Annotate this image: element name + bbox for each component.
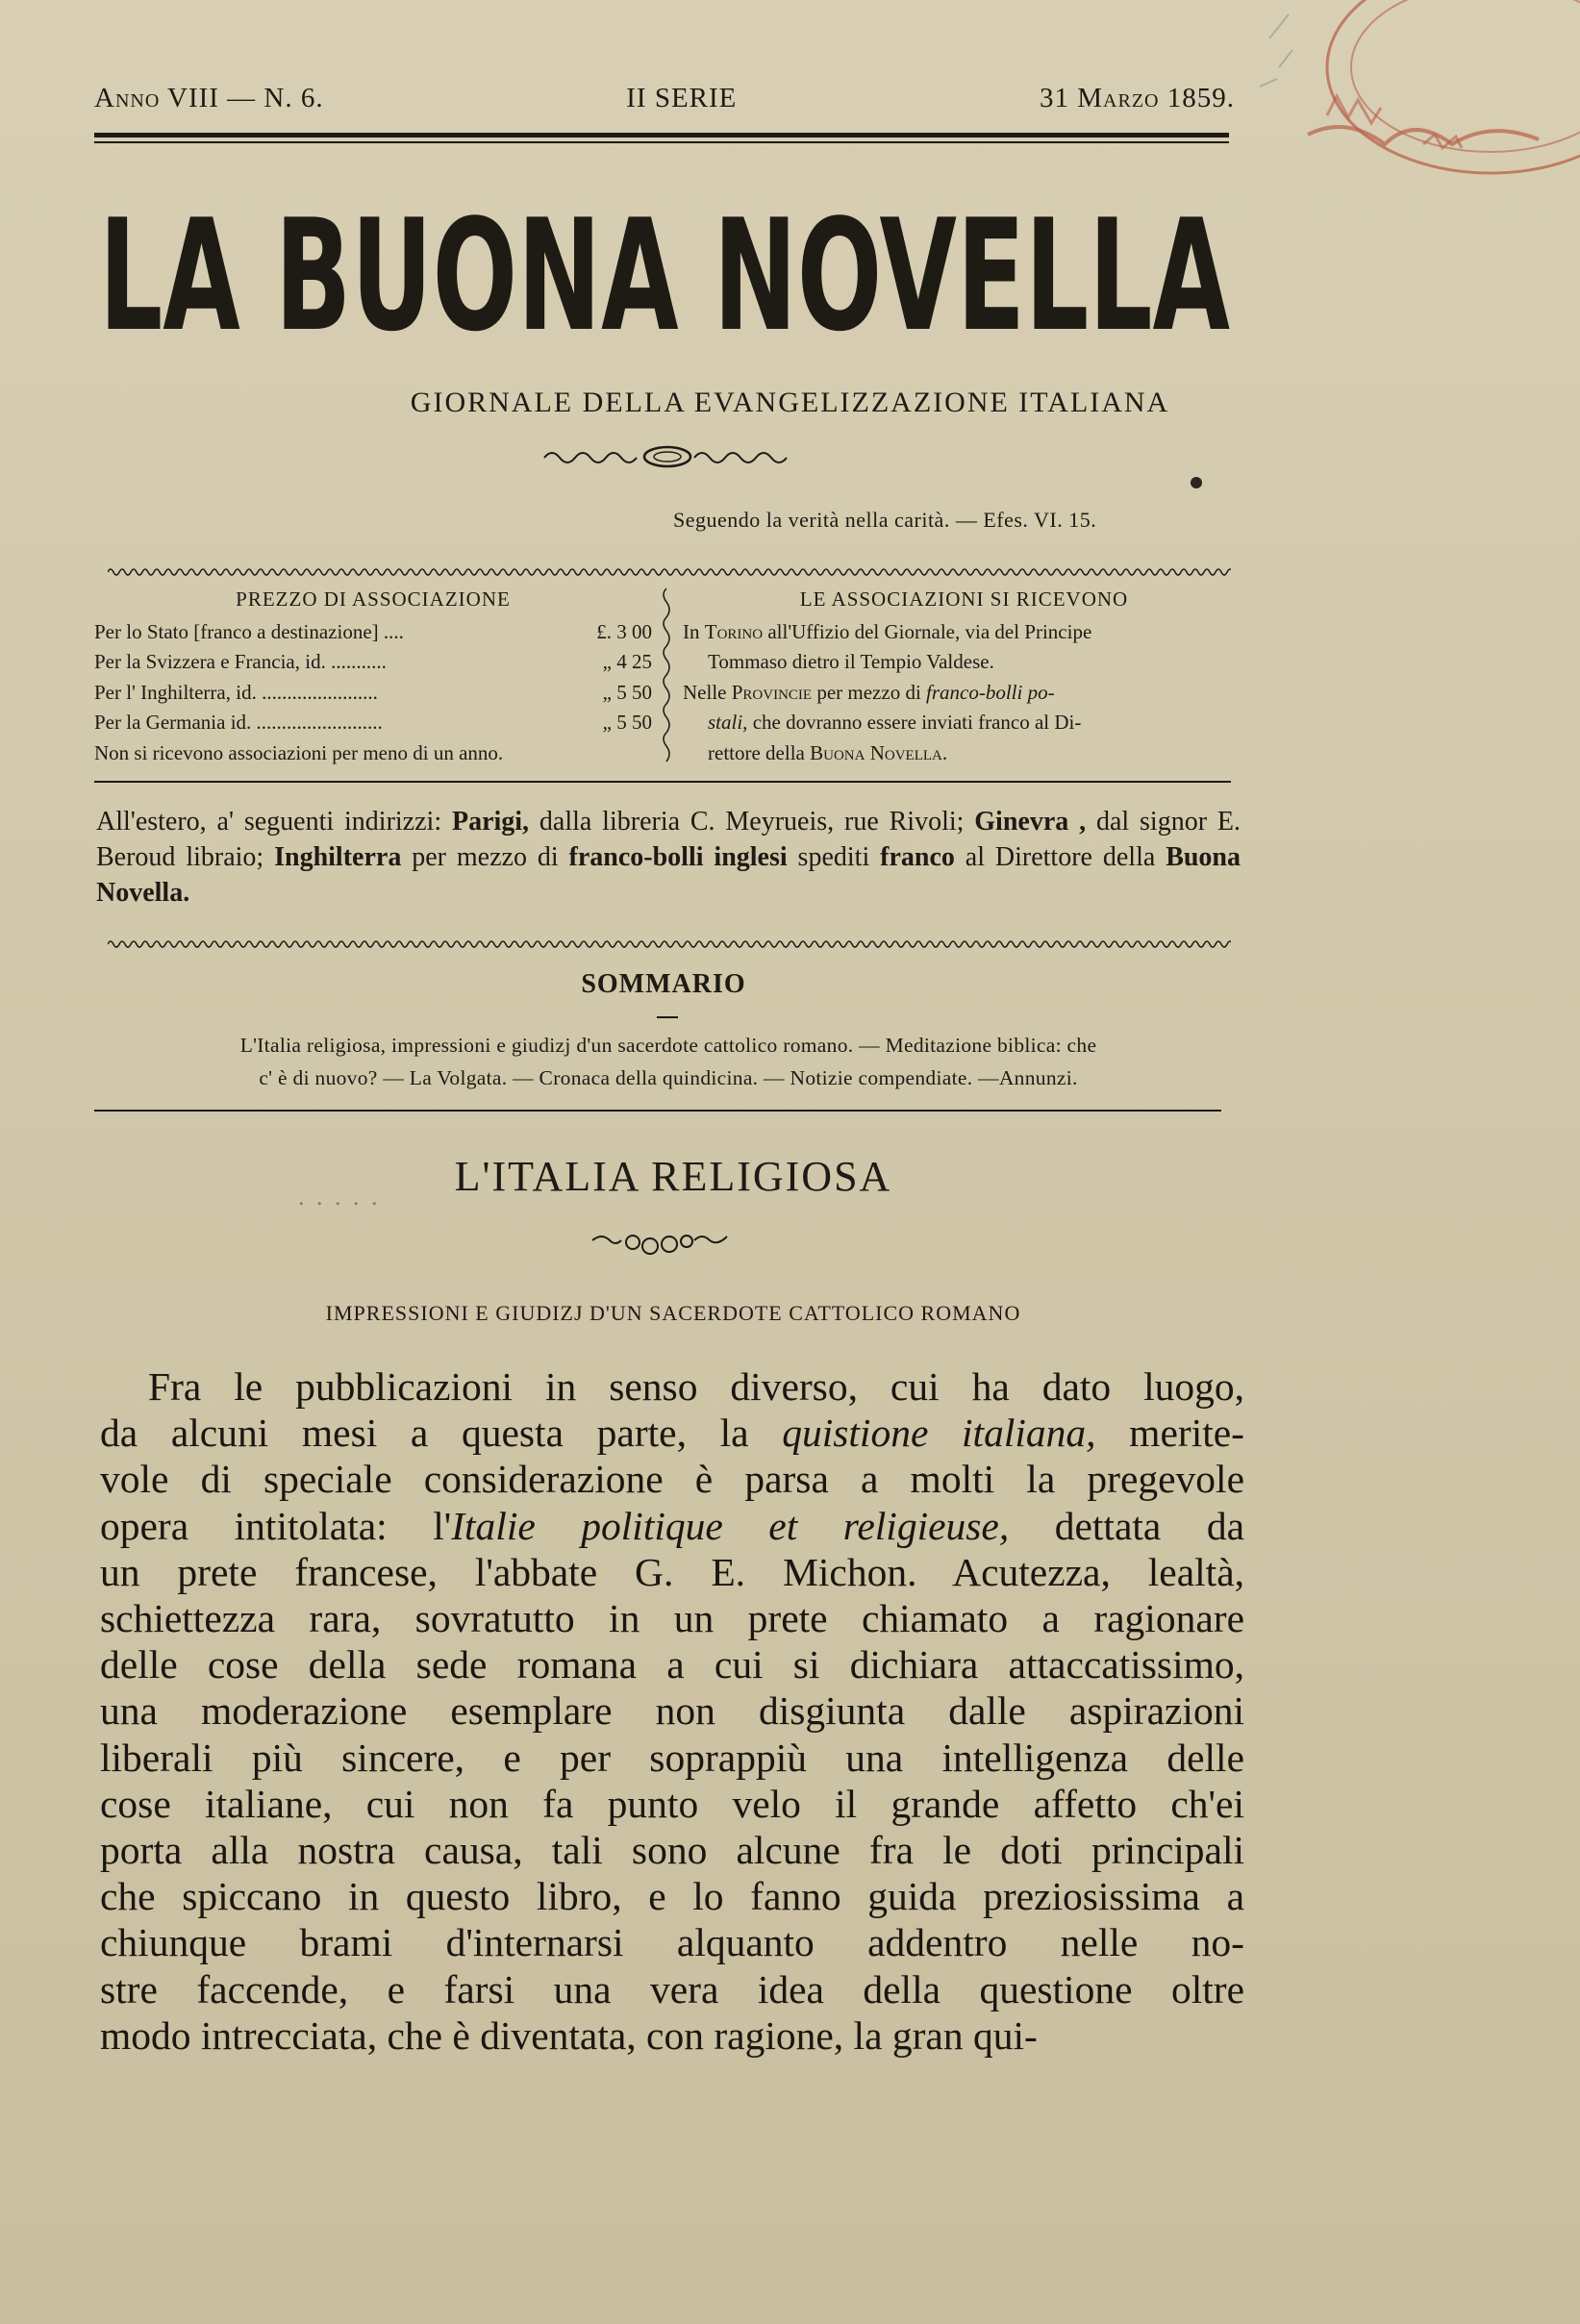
price-row bbox=[94, 678, 652, 709]
article-body bbox=[100, 1363, 1244, 2059]
foreign-subscriptions bbox=[96, 804, 1241, 911]
series-label: II SERIE bbox=[626, 83, 738, 113]
price-amount: £. 3 00 bbox=[596, 619, 652, 643]
wavy-rule-top bbox=[108, 565, 1231, 579]
estero-newspaper-name: Buona Novella. bbox=[96, 842, 1241, 908]
article-line: opera intitolata: l'Italie politique et religieuse, dettata da bbox=[100, 1503, 1244, 1548]
article-line: chiunque brami d'internarsi alquanto addentro nelle no- bbox=[100, 1920, 1244, 1965]
newspaper-subtitle: GIORNALE DELLA EVANGELIZZAZIONE ITALIANA bbox=[410, 387, 1170, 418]
article-line: delle cose della sede romana a cui si dichiara attaccatissimo, bbox=[100, 1642, 1244, 1687]
price-label: Per lo Stato [franco a destinazione] .... bbox=[94, 619, 404, 643]
masthead-title bbox=[94, 183, 1235, 346]
subscription-line-1: In Torino all'Uffizio del Giornale, via del Principe bbox=[683, 619, 1092, 643]
smudge-dots: . . . . . bbox=[298, 1183, 381, 1211]
article-line: che spiccano in questo libro, e lo fanno guida preziosissima a bbox=[100, 1874, 1244, 1919]
article-ornament bbox=[589, 1227, 733, 1262]
price-note: Non si ricevono associazioni per meno di un anno. bbox=[94, 740, 504, 764]
article-line: un prete francese, l'abbate G. E. Michon. Acutezza, lealtà, bbox=[100, 1549, 1244, 1594]
price-amount: „ 5 50 bbox=[602, 711, 652, 735]
motto: Seguendo la verità nella carità. — Efes. VI. 15. bbox=[673, 508, 1097, 532]
article-line: vole di speciale considerazione è parsa a molti la pregevole bbox=[100, 1457, 1244, 1502]
price-label: Per la Svizzera e Francia, id. ........... bbox=[94, 650, 387, 674]
price-list bbox=[94, 617, 652, 738]
issue-number: Anno VIII — N. 6. bbox=[94, 83, 324, 113]
summary-text bbox=[96, 1029, 1241, 1094]
article-line: porta alla nostra causa, tali sono alcune fra le doti principali bbox=[100, 1828, 1244, 1873]
subscription-line-5: rettore della Buona Novella. bbox=[708, 740, 948, 764]
column-brace-divider bbox=[655, 585, 678, 767]
article-line: modo intrecciata, che è diventata, con ragione, la gran qui- bbox=[100, 2012, 1038, 2058]
estero-country-england: Inghilterra bbox=[274, 842, 402, 872]
issue-header bbox=[94, 83, 1235, 114]
estero-text-2: dalla libreria C. Meyrueis, rue Rivoli; bbox=[529, 807, 975, 837]
rule-after-summary bbox=[94, 1110, 1221, 1112]
price-row bbox=[94, 647, 652, 678]
article-subtitle: IMPRESSIONI E GIUDIZJ D'UN SACERDOTE CATTOLICO ROMANO bbox=[325, 1301, 1021, 1325]
article-line: schiettezza rara, sovratutto in un prete chiamato a ragionare bbox=[100, 1596, 1244, 1641]
library-stamp bbox=[1250, 0, 1580, 212]
price-row bbox=[94, 708, 652, 738]
estero-text-4: per mezzo di bbox=[401, 842, 569, 872]
article-line: da alcuni mesi a questa parte, la quistione italiana, merite- bbox=[100, 1411, 1245, 1456]
ink-dot bbox=[1187, 473, 1206, 492]
summary-line-2: c' è di nuovo? — La Volgata. — Cronaca della quindicina. — Notizie compendiate. —Annunzi. bbox=[259, 1066, 1078, 1089]
subscription-heading: LE ASSOCIAZIONI SI RICEVONO bbox=[799, 587, 1129, 611]
subscription-line-4: stali, che dovranno essere inviati franco al Di- bbox=[708, 711, 1082, 735]
article-line: cose italiane, cui non fa punto velo il grande affetto ch'ei bbox=[100, 1781, 1244, 1826]
price-heading: PREZZO DI ASSOCIAZIONE bbox=[236, 587, 511, 611]
subscription-line-2: Tommaso dietro il Tempio Valdese. bbox=[708, 650, 994, 674]
issue-date: 31 Marzo 1859. bbox=[1040, 83, 1235, 113]
summary-short-rule bbox=[657, 1016, 678, 1018]
article-line: una moderazione esemplare non disgiunta dalle aspirazioni bbox=[100, 1688, 1244, 1734]
subscription-line-3: Nelle Provincie per mezzo di franco-bolli po- bbox=[683, 680, 1055, 704]
article-line: stre faccende, e farsi una vera idea della questione oltre bbox=[100, 1966, 1244, 2012]
estero-text-3: dal signor E. Beroud libraio; bbox=[96, 807, 1241, 872]
estero-text-5: spediti bbox=[787, 842, 881, 872]
summary-title: SOMMARIO bbox=[581, 969, 746, 999]
rule-after-columns bbox=[94, 781, 1231, 783]
price-row bbox=[94, 617, 652, 648]
estero-franco: franco bbox=[880, 842, 955, 872]
estero-city-geneva: Ginevra , bbox=[974, 807, 1087, 837]
header-rule bbox=[94, 133, 1229, 143]
estero-text-1: All'estero, a' seguenti indirizzi: bbox=[96, 807, 452, 837]
wavy-rule-middle bbox=[108, 937, 1231, 951]
estero-city-paris: Parigi, bbox=[451, 807, 530, 837]
price-label: Per la Germania id. ......................... bbox=[94, 711, 383, 735]
price-label: Per l' Inghilterra, id. ....................... bbox=[94, 680, 378, 704]
subscription-column bbox=[683, 585, 1245, 769]
article-line: Fra le pubblicazioni in senso diverso, cui ha dato luogo, bbox=[148, 1364, 1244, 1409]
masthead-title-text: LA BUONA NOVELLA bbox=[99, 186, 1231, 346]
article-line: liberali più sincere, e per soprappiù una intelligenza delle bbox=[100, 1735, 1244, 1780]
summary-line-1: L'Italia religiosa, impressioni e giudizj d'un sacerdote cattolico romano. — Meditazione biblica: che bbox=[239, 1034, 1097, 1057]
price-amount: „ 4 25 bbox=[602, 650, 652, 674]
article-title: L'ITALIA RELIGIOSA bbox=[454, 1153, 892, 1200]
estero-text-6: al Direttore della bbox=[954, 842, 1166, 872]
estero-stamps: franco-bolli inglesi bbox=[568, 842, 788, 872]
price-column bbox=[94, 585, 652, 769]
price-amount: „ 5 50 bbox=[602, 680, 652, 704]
ornament-flourish bbox=[540, 442, 794, 471]
